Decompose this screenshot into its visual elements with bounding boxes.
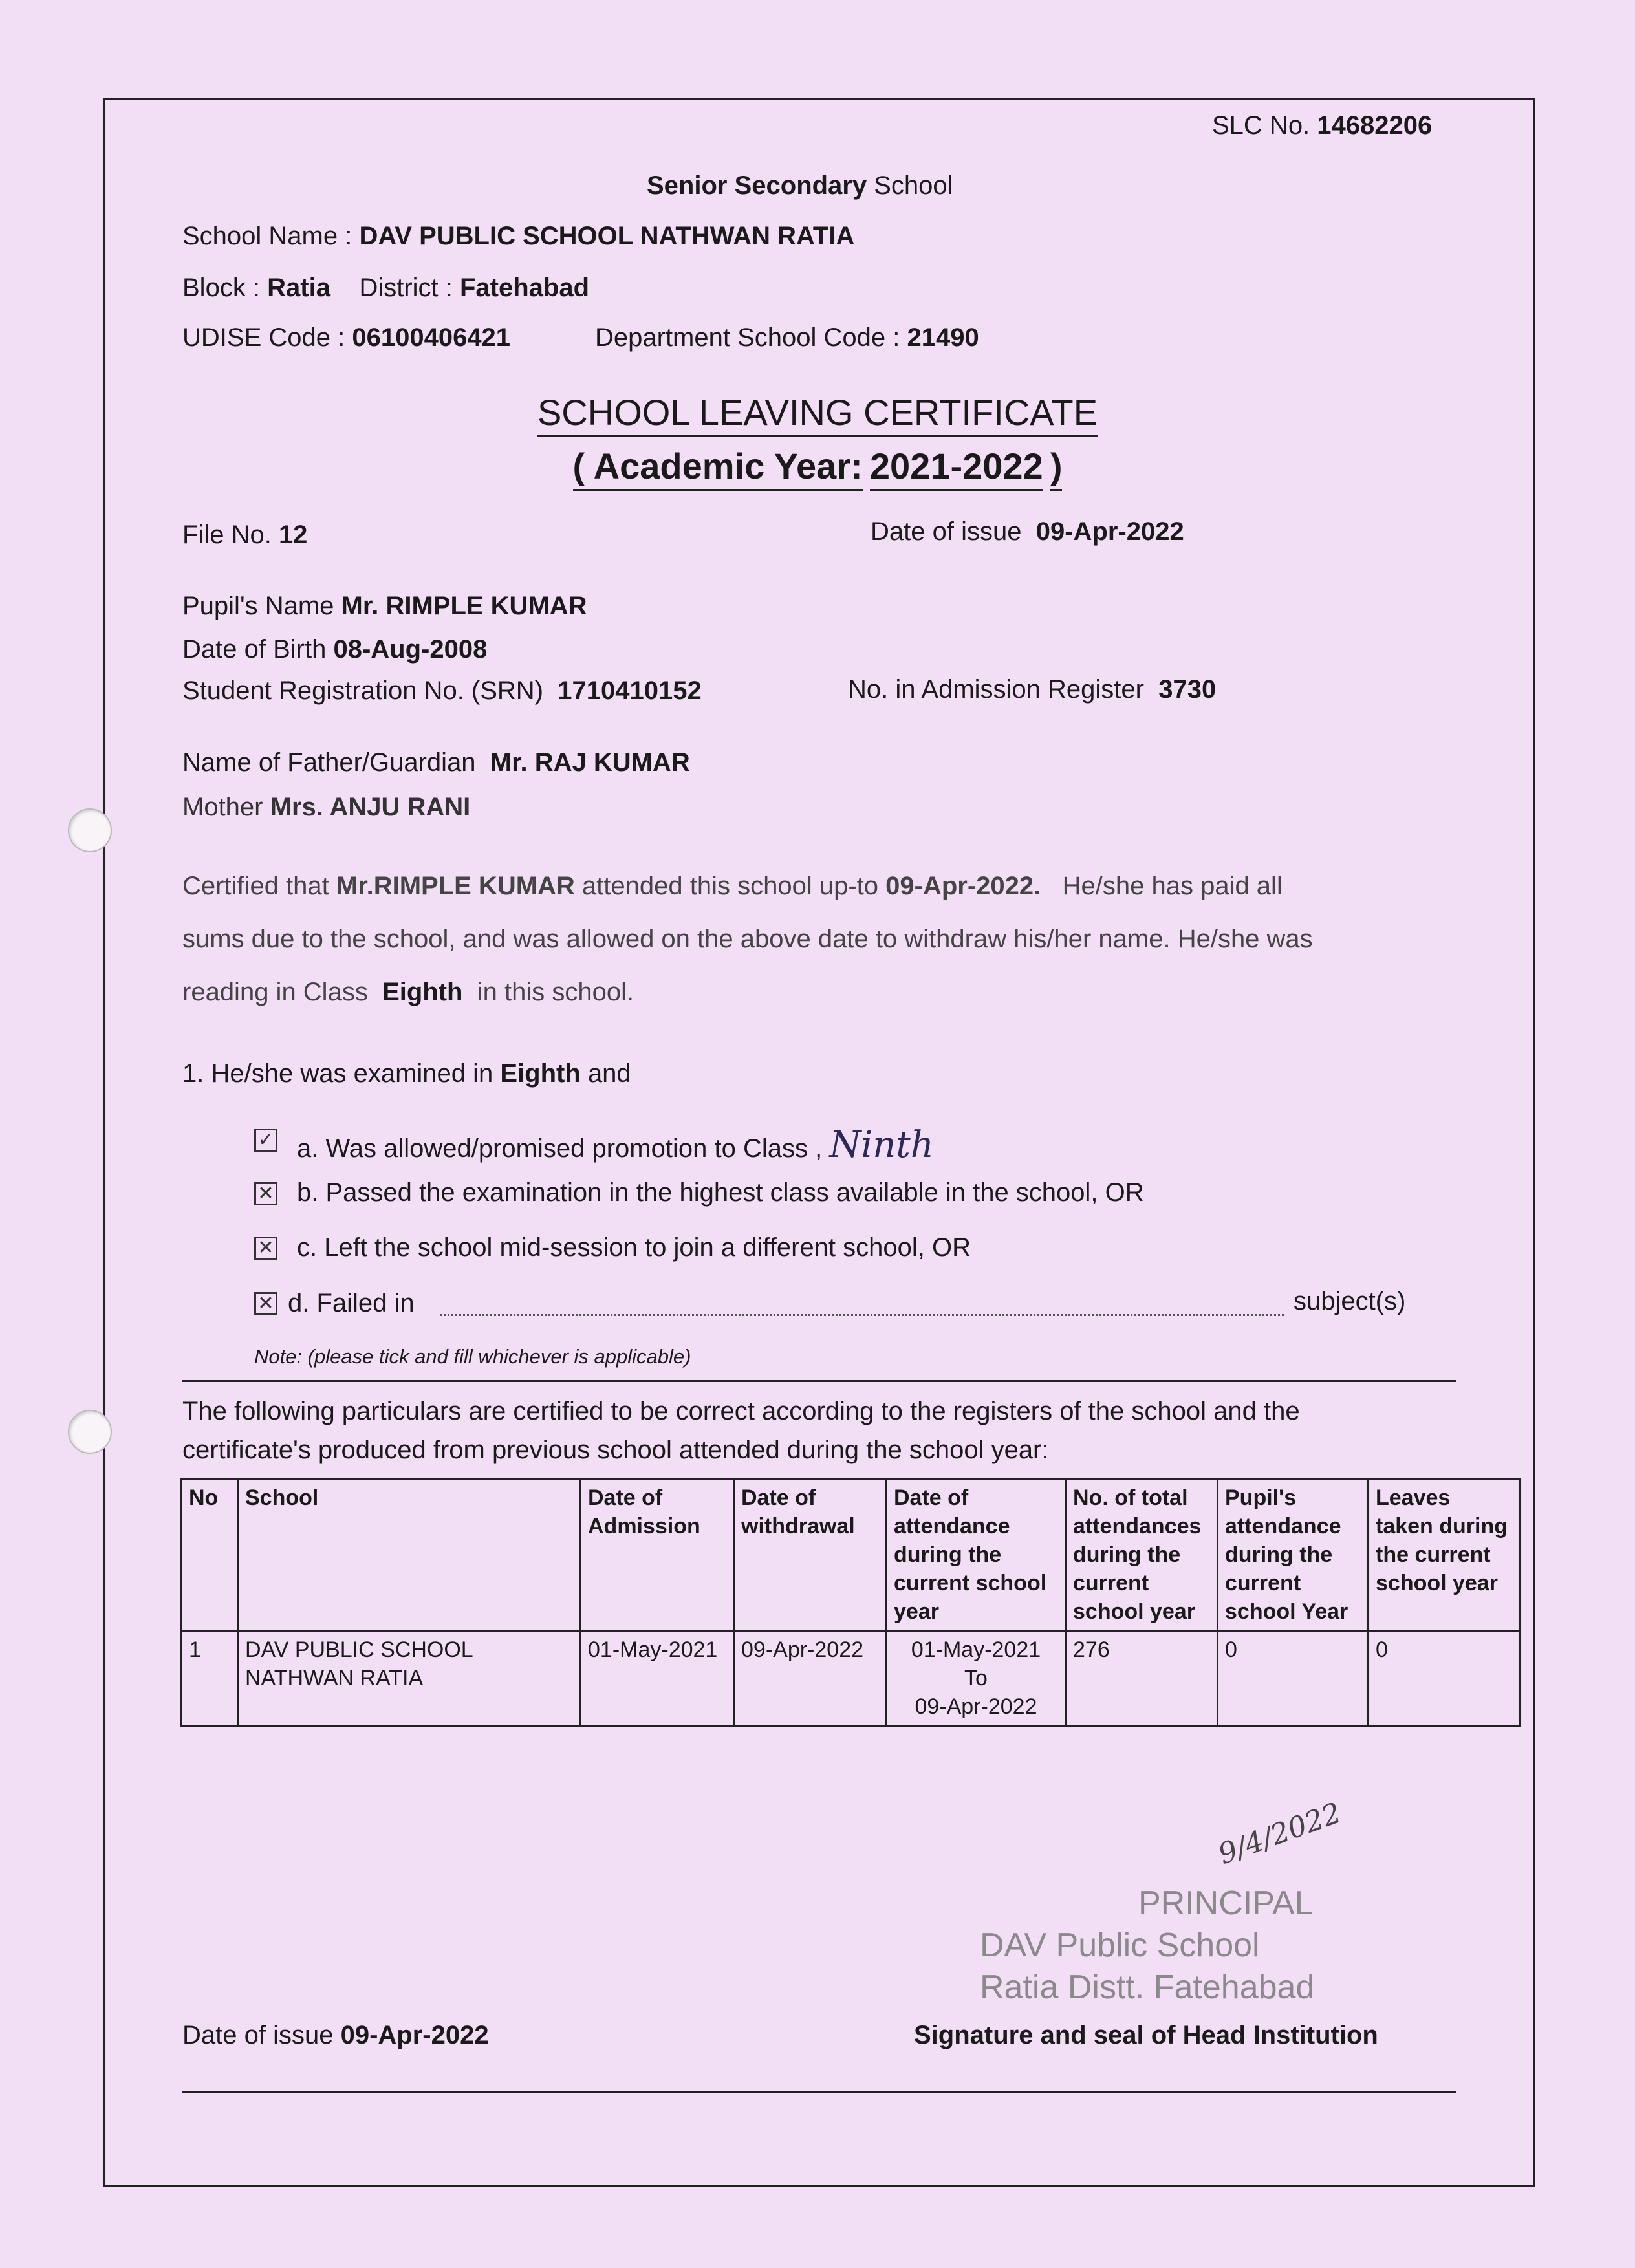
block-district: Block : Ratia District : Fatehabad (182, 274, 590, 302)
col-school: School (238, 1479, 581, 1631)
file-number: File No. 12 (182, 521, 308, 549)
date-of-issue: Date of issue 09-Apr-2022 (871, 517, 1184, 546)
table-header-row (182, 1479, 1520, 1631)
admission-register-no: No. in Admission Register 3730 (848, 675, 1217, 704)
cell-school: DAV PUBLIC SCHOOL NATHWAN RATIA (238, 1631, 581, 1726)
particulars-line-1: The following particulars are certified to be correct according to the registers of the school and the (182, 1397, 1300, 1425)
certified-line-2: sums due to the school, and was allowed on the above date to withdraw his/her name. He/she was (182, 925, 1313, 953)
cell-admission: 01-May-2021 (581, 1631, 734, 1726)
col-withdrawal: Date of withdrawal (734, 1479, 887, 1631)
note: Note: (please tick and fill whichever is applicable) (254, 1345, 691, 1368)
cell-total: 276 (1066, 1631, 1218, 1726)
srn: Student Registration No. (SRN) 1710410152 (182, 676, 702, 705)
option-d: d. Failed in (288, 1289, 415, 1317)
stamp-school: DAV Public School (980, 1927, 1260, 1964)
attendance-table (180, 1478, 1521, 1727)
mother-name: Mother Mrs. ANJU RANI (182, 793, 471, 821)
cell-attendance-dates: 01-May-2021 To 09-Apr-2022 (887, 1631, 1066, 1726)
punch-hole (68, 1410, 112, 1454)
cell-withdrawal: 09-Apr-2022 (734, 1631, 887, 1726)
col-attendance-dates: Date of attendance during the current school year (887, 1479, 1066, 1631)
examined-in: 1. He/she was examined in Eighth and (182, 1059, 631, 1088)
subjects-suffix: subject(s) (1294, 1287, 1406, 1315)
certified-line-3: reading in Class Eighth in this school. (182, 978, 634, 1006)
col-admission: Date of Admission (581, 1479, 734, 1631)
punch-hole (68, 808, 112, 852)
stamp-principal: PRINCIPAL (1138, 1885, 1314, 1922)
father-name: Name of Father/Guardian Mr. RAJ KUMAR (182, 748, 690, 777)
footer-date-of-issue: Date of issue 09-Apr-2022 (182, 2021, 489, 2049)
stamp-district: Ratia Distt. Fatehabad (980, 1969, 1315, 2006)
divider (182, 1380, 1456, 1382)
udise-code: UDISE Code : 06100406421 (182, 323, 511, 352)
option-b: b. Passed the examination in the highest class available in the school, OR (297, 1178, 1144, 1207)
school-type: Senior Secondary School (647, 171, 953, 200)
date-of-birth: Date of Birth 08-Aug-2008 (182, 635, 488, 664)
academic-year: ( Academic Year: 2021-2022 ) (0, 445, 1635, 487)
failed-subjects-field[interactable] (440, 1314, 1284, 1316)
checkbox-c[interactable]: ✕ (254, 1237, 277, 1260)
cell-no: 1 (182, 1631, 238, 1726)
footer-divider (182, 2091, 1456, 2093)
certificate-title: SCHOOL LEAVING CERTIFICATE (0, 391, 1635, 433)
department-school-code: Department School Code : 21490 (595, 323, 979, 352)
table-row (182, 1631, 1520, 1726)
col-pupil-attendance: Pupil's attendance during the current school Year (1218, 1479, 1369, 1631)
col-no: No (182, 1479, 238, 1631)
cell-leaves: 0 (1369, 1631, 1520, 1726)
certified-line-1: Certified that Mr.RIMPLE KUMAR attended this school up-to 09-Apr-2022. He/she has paid all (182, 872, 1283, 900)
school-name: School Name : DAV PUBLIC SCHOOL NATHWAN RATIA (182, 222, 855, 250)
signature-label: Signature and seal of Head Institution (914, 2021, 1378, 2049)
checkbox-b[interactable]: ✕ (254, 1182, 277, 1205)
checkbox-d[interactable]: ✕ (254, 1292, 277, 1315)
option-a: a. Was allowed/promised promotion to Class , Ninth (297, 1124, 934, 1166)
col-leaves: Leaves taken during the current school year (1369, 1479, 1520, 1631)
slc-number: SLC No. 14682206 (1212, 111, 1433, 140)
col-total-attendances: No. of total attendances during the current school year (1066, 1479, 1218, 1631)
particulars-line-2: certificate's produced from previous school attended during the school year: (182, 1436, 1049, 1464)
checkbox-a[interactable]: ✓ (254, 1129, 277, 1152)
cell-pupil-attendance: 0 (1218, 1631, 1369, 1726)
pupil-name: Pupil's Name Mr. RIMPLE KUMAR (182, 592, 587, 620)
principal-signature: 9/4/2022 (1214, 1796, 1346, 1872)
option-c: c. Left the school mid-session to join a different school, OR (297, 1233, 971, 1262)
